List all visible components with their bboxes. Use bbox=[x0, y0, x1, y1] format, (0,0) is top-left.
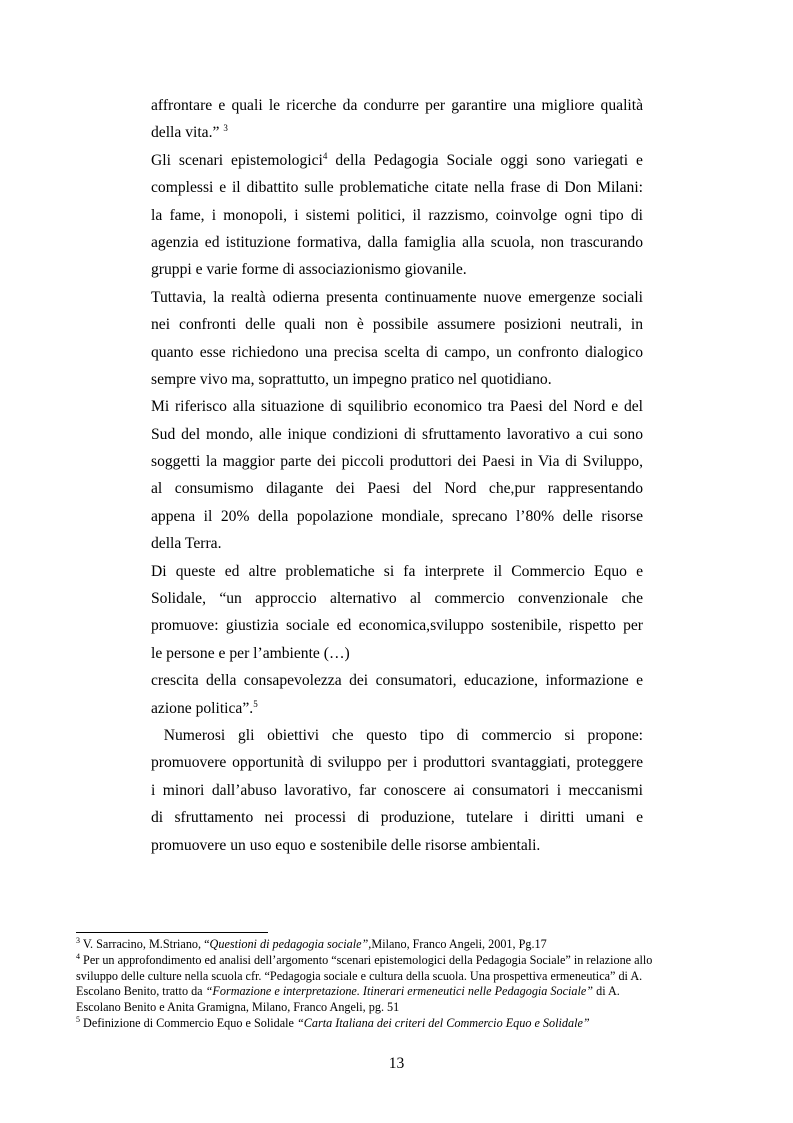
body-line: la fame, i monopoli, i sistemi politici, il razzismo, coinvolge ogni tipo di bbox=[151, 206, 643, 224]
body-line: gruppi e varie forme di associazionismo giovanile. bbox=[151, 261, 467, 279]
footnote-4: $^4$ Per un approfondimento ed analisi dell’argomento “scenari epistemologici della Pedagogia Sociale” in relazione allo bbox=[76, 951, 653, 967]
body-line: promuove: giustizia sociale ed economica,sviluppo sostenibile, rispetto per bbox=[151, 617, 643, 635]
body-line: complessi e il dibattito sulle problematiche citate nella frase di Don Milani: bbox=[151, 179, 643, 197]
body-line: azione politica”.$^5$ bbox=[151, 698, 258, 717]
body-line: Gli scenari epistemologici$^4$ della Pedagogia Sociale oggi sono variegati e bbox=[151, 150, 643, 169]
body-line: Mi riferisco alla situazione di squilibrio economico tra Paesi del Nord e del bbox=[151, 398, 643, 416]
body-line: quanto esse richiedono una precisa scelta di campo, un confronto dialogico bbox=[151, 343, 643, 361]
body-text bbox=[151, 92, 643, 859]
body-line: soggetti la maggior parte dei piccoli produttori dei Paesi in Via di Sviluppo, bbox=[151, 453, 643, 471]
body-line: Numerosi gli obiettivi che questo tipo di commercio si propone: bbox=[151, 726, 643, 744]
page-number: 13 bbox=[388, 1055, 405, 1072]
body-line: al consumismo dilagante dei Paesi del Nord che,pur rappresentando bbox=[151, 480, 643, 498]
body-line: promuovere opportunità di sviluppo per i produttori svantaggiati, proteggere bbox=[151, 754, 643, 772]
footnote-5: $^5$ Definizione di Commercio Equo e Solidale “Carta Italiana dei criteri del Commercio Equo e Solidale” bbox=[76, 1014, 590, 1030]
footnote-4-cont: Escolano Benito, tratto da “Formazione e interpretazione. Itinerari ermeneutici nelle Pedagogia Sociale” di A. bbox=[76, 984, 620, 999]
body-line: nei confronti delle quali non è possibile assumere posizioni neutrali, in bbox=[151, 316, 643, 334]
footnote-ref-5: 5 bbox=[253, 698, 258, 709]
body-line: della vita.” $^3$ bbox=[151, 123, 228, 142]
body-line: di sfruttamento nei processi di produzione, tutelare i diritti umani e bbox=[151, 809, 643, 827]
footnote-separator bbox=[76, 932, 268, 933]
footnote-ref-3: 3 bbox=[223, 123, 228, 134]
footnote-4-cont: Escolano Benito e Anita Gramigna, Milano, Franco Angeli, pg. 51 bbox=[76, 1000, 400, 1015]
footnote-4-cont: sviluppo delle culture nella scuola cfr. “Pedagogia sociale e cultura della scuola. Una prospettiva ermeneutica” di A. bbox=[76, 968, 643, 983]
footnote-ref-4: 4 bbox=[322, 150, 328, 161]
body-line: sempre vivo ma, soprattutto, un impegno pratico nel quotidiano. bbox=[151, 370, 552, 388]
body-line: affrontare e quali le ricerche da condurre per garantire una migliore qualità bbox=[151, 97, 643, 114]
footnote-3: $^3$ V. Sarracino, M.Striano, “Questioni di pedagogia sociale”,Milano, Franco Angeli, 2001, Pg.17 bbox=[76, 935, 547, 951]
body-line: Tuttavia, la realtà odierna presenta continuamente nuove emergenze sociali bbox=[151, 288, 643, 306]
body-line: promuovere un uso equo e sostenibile delle risorse ambientali. bbox=[151, 836, 541, 854]
body-line: della Terra. bbox=[151, 535, 222, 553]
body-line: Solidale, “un approccio alternativo al commercio convenzionale che bbox=[151, 590, 643, 608]
body-line: crescita della consapevolezza dei consumatori, educazione, informazione e bbox=[151, 672, 643, 690]
body-line: Di queste ed altre problematiche si fa interprete il Commercio Equo e bbox=[151, 562, 643, 580]
footnotes bbox=[76, 937, 716, 1032]
body-line: i minori dall’abuso lavorativo, far conoscere ai consumatori i meccanismi bbox=[151, 781, 643, 799]
body-line: Sud del mondo, alle inique condizioni di sfruttamento lavorativo a cui sono bbox=[151, 425, 643, 443]
body-line: le persone e per l’ambiente (…) bbox=[151, 644, 350, 662]
body-line: appena il 20% della popolazione mondiale, sprecano l’80% delle risorse bbox=[151, 507, 643, 525]
body-line: agenzia ed istituzione formativa, dalla famiglia alla scuola, non trascurando bbox=[151, 233, 643, 251]
